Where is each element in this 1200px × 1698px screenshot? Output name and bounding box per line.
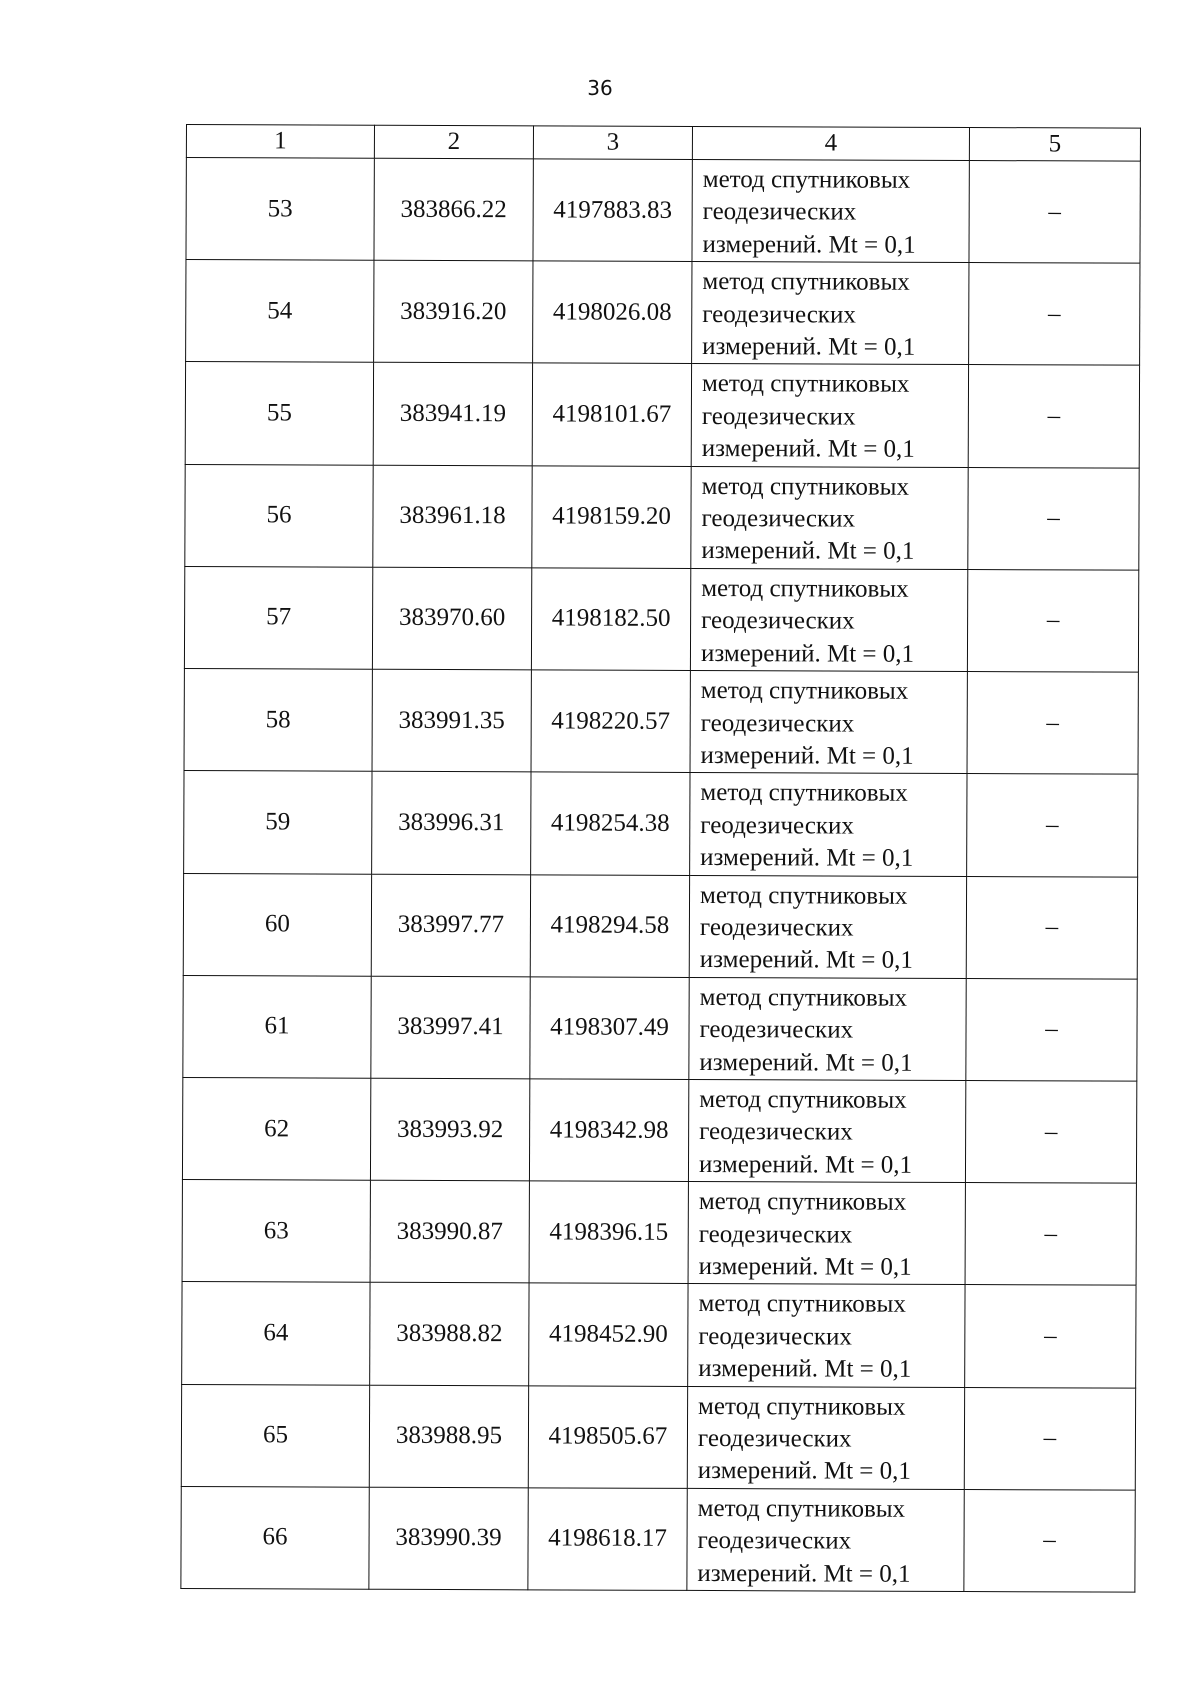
point-number-cell: 55 (185, 362, 373, 465)
method-line: геодезических (698, 1220, 853, 1249)
method-cell (691, 364, 968, 467)
x-coordinate-cell: 383988.95 (369, 1385, 528, 1488)
y-coordinate-cell: 4198505.67 (528, 1385, 687, 1488)
method-line: измерений. Mt = 0,1 (698, 1252, 912, 1281)
method-line: измерений. Mt = 0,1 (700, 741, 914, 770)
note-cell: – (967, 774, 1138, 877)
method-line: геодезических (697, 1425, 852, 1453)
header-col-4: 4 (692, 126, 969, 160)
table-row (184, 566, 1138, 672)
table-row (182, 1180, 1136, 1286)
y-coordinate-cell: 4198618.17 (528, 1488, 687, 1591)
method-cell (692, 262, 969, 365)
method-line: метод спутниковых (701, 574, 909, 603)
method-line: геодезических (702, 300, 856, 329)
method-line: геодезических (697, 1527, 852, 1555)
note-cell: – (965, 1285, 1136, 1388)
method-line: метод спутниковых (698, 1188, 907, 1216)
method-cell (688, 1079, 965, 1182)
method-cell (689, 977, 966, 1080)
coordinates-table (180, 124, 1141, 1593)
method-line: геодезических (699, 1118, 853, 1146)
method-line: измерений. Mt = 0,1 (700, 844, 914, 872)
table-row (183, 873, 1137, 979)
method-cell (691, 466, 968, 569)
point-number-cell: 58 (184, 669, 372, 772)
method-cell (692, 159, 969, 262)
method-cell (688, 1284, 965, 1387)
x-coordinate-cell: 383990.87 (370, 1180, 529, 1283)
point-number-cell: 59 (184, 771, 372, 874)
point-number-cell: 56 (185, 464, 373, 567)
x-coordinate-cell: 383990.39 (369, 1487, 528, 1590)
x-coordinate-cell: 383993.92 (370, 1078, 529, 1181)
note-cell: – (966, 978, 1137, 1081)
table-row (186, 260, 1140, 366)
note-cell: – (964, 1489, 1135, 1592)
x-coordinate-cell: 383997.41 (371, 976, 530, 1079)
method-line: геодезических (701, 505, 856, 533)
y-coordinate-cell: 4198101.67 (532, 363, 691, 466)
y-coordinate-cell: 4197883.83 (533, 159, 692, 262)
point-number-cell: 66 (181, 1486, 369, 1589)
note-cell: – (966, 876, 1137, 979)
point-number-cell: 53 (186, 158, 374, 261)
method-line: измерений. Mt = 0,1 (701, 435, 915, 464)
y-coordinate-cell: 4198307.49 (530, 977, 689, 1080)
method-line: метод спутниковых (701, 370, 910, 399)
header-col-3: 3 (533, 126, 692, 160)
note-cell: – (964, 1387, 1135, 1490)
y-coordinate-cell: 4198294.58 (530, 874, 689, 977)
method-line: метод спутниковых (699, 983, 908, 1012)
method-line: метод спутниковых (698, 1290, 906, 1319)
table-row (182, 1077, 1136, 1183)
x-coordinate-cell: 383991.35 (372, 669, 531, 772)
note-cell: – (968, 467, 1139, 570)
header-col-5: 5 (969, 128, 1140, 162)
table-row (182, 1282, 1136, 1388)
method-line: измерений. Mt = 0,1 (701, 537, 915, 566)
y-coordinate-cell: 4198452.90 (529, 1283, 688, 1386)
method-line: геодезических (699, 1016, 854, 1044)
y-coordinate-cell: 4198396.15 (529, 1181, 688, 1284)
note-cell: – (965, 1080, 1136, 1183)
method-line: метод спутниковых (698, 1392, 906, 1421)
table-row (184, 771, 1138, 877)
method-line: геодезических (701, 607, 855, 635)
y-coordinate-cell: 4198159.20 (532, 465, 691, 568)
method-cell (689, 875, 966, 978)
x-coordinate-cell: 383961.18 (373, 465, 532, 568)
method-line: метод спутниковых (702, 268, 910, 296)
method-cell (687, 1386, 964, 1489)
method-line: измерений. Mt = 0,1 (702, 230, 916, 259)
table-row (181, 1486, 1135, 1592)
table-body (181, 158, 1140, 1593)
y-coordinate-cell: 4198182.50 (531, 568, 690, 671)
method-cell (690, 568, 967, 671)
x-coordinate-cell: 383941.19 (373, 363, 532, 466)
method-line: метод спутниковых (700, 677, 909, 705)
note-cell: – (967, 569, 1138, 672)
method-line: метод спутниковых (700, 779, 908, 808)
method-line: геодезических (700, 709, 855, 738)
page-number: 36 (587, 76, 613, 100)
method-line: метод спутниковых (699, 881, 908, 910)
point-number-cell: 54 (186, 260, 374, 363)
method-line: геодезических (702, 198, 857, 226)
method-line: геодезических (699, 913, 854, 942)
method-line: измерений. Mt = 0,1 (702, 333, 916, 361)
note-cell: – (968, 365, 1139, 468)
y-coordinate-cell: 4198026.08 (533, 261, 692, 364)
method-line: геодезических (700, 811, 854, 840)
y-coordinate-cell: 4198220.57 (531, 670, 690, 773)
note-cell: – (969, 161, 1140, 264)
method-line: метод спутниковых (699, 1085, 907, 1114)
coordinates-table-wrapper (180, 124, 1140, 1593)
table-row (186, 158, 1140, 264)
method-line: измерений. Mt = 0,1 (699, 946, 913, 975)
method-cell (687, 1488, 964, 1591)
note-cell: – (969, 263, 1140, 366)
y-coordinate-cell: 4198254.38 (531, 772, 690, 875)
method-cell (688, 1182, 965, 1285)
method-line: геодезических (698, 1322, 852, 1351)
table-row (183, 975, 1137, 1081)
table-row (181, 1384, 1135, 1490)
x-coordinate-cell: 383866.22 (374, 158, 533, 261)
method-line: метод спутниковых (701, 472, 910, 501)
x-coordinate-cell: 383970.60 (372, 567, 531, 670)
method-line: измерений. Mt = 0,1 (699, 1048, 913, 1077)
method-line: метод спутниковых (697, 1494, 906, 1523)
table-row (184, 669, 1138, 775)
header-col-2: 2 (374, 125, 533, 159)
method-cell (690, 671, 967, 774)
table-row (185, 362, 1139, 468)
method-line: измерений. Mt = 0,1 (698, 1150, 913, 1179)
method-cell (690, 773, 967, 876)
point-number-cell: 57 (184, 566, 372, 669)
y-coordinate-cell: 4198342.98 (529, 1079, 688, 1182)
header-row (186, 125, 1140, 162)
point-number-cell: 64 (182, 1282, 370, 1385)
method-line: измерений. Mt = 0,1 (698, 1355, 912, 1384)
point-number-cell: 63 (182, 1180, 370, 1283)
method-line: геодезических (701, 402, 856, 431)
x-coordinate-cell: 383996.31 (372, 772, 531, 875)
method-line: метод спутниковых (702, 165, 911, 194)
point-number-cell: 62 (182, 1077, 370, 1180)
x-coordinate-cell: 383916.20 (374, 260, 533, 363)
method-line: измерений. Mt = 0,1 (700, 639, 915, 668)
header-col-1: 1 (186, 125, 374, 159)
x-coordinate-cell: 383997.77 (371, 874, 530, 977)
point-number-cell: 60 (183, 873, 371, 976)
x-coordinate-cell: 383988.82 (370, 1283, 529, 1386)
point-number-cell: 65 (181, 1384, 369, 1487)
note-cell: – (965, 1183, 1136, 1286)
method-line: измерений. Mt = 0,1 (697, 1559, 911, 1588)
table-row (185, 464, 1139, 570)
note-cell: – (967, 672, 1138, 775)
point-number-cell: 61 (183, 975, 371, 1078)
method-line: измерений. Mt = 0,1 (697, 1457, 911, 1486)
